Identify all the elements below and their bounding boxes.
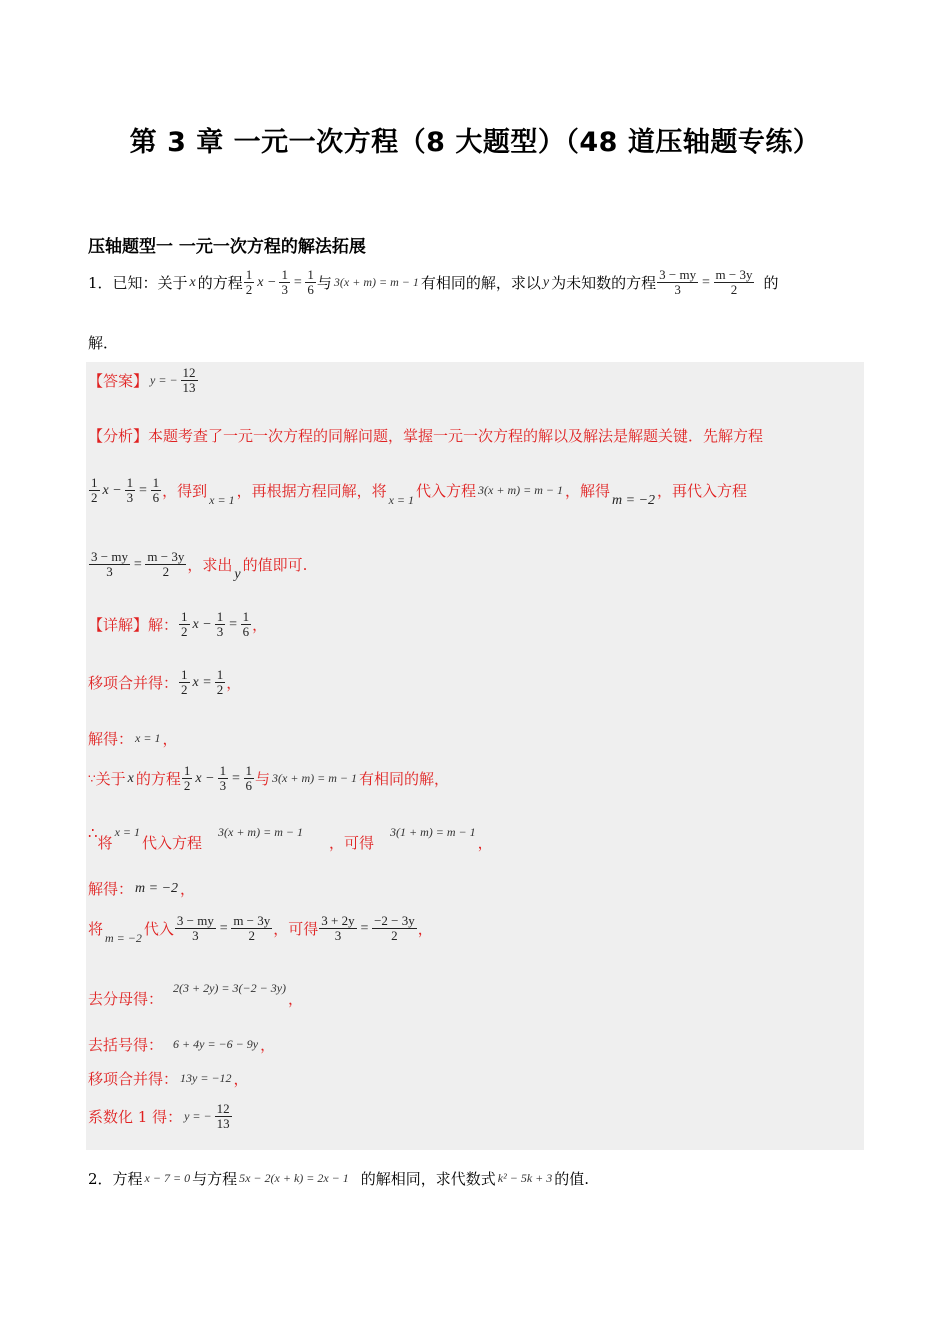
detail-line-9: 去括号得： 6 + 4y = −6 − 9y ， bbox=[88, 1036, 276, 1054]
analysis-line-1: 【分析】 本题考查了一元一次方程的同解问题，掌握一元一次方程的解以及解法是解题关键．先解方程 bbox=[88, 427, 764, 445]
analysis-line-3: $\frac{3 - my}{3}$ = $\frac{m - 3y}{2}$ ，求出 y 的值即可. bbox=[91, 549, 308, 582]
detail-line-3: 解得： x = 1 ， bbox=[88, 730, 178, 748]
analysis-line-2: $\frac{1}{2}$ x − $\frac{1}{3}$ = $\frac{1}{6}$ ，得到 x = 1 ，再根据方程同解，将 x = 1 代入方程 3(x + m) = m − 1 ，解得 m = −2 ，再代入方程 bbox=[91, 475, 748, 508]
answer-line: 【答案】 y = − $\frac{12}{13}$ bbox=[88, 365, 196, 396]
page-title: 第 3 章 一元一次方程（8 大题型）（48 道压轴题专练） bbox=[129, 127, 821, 158]
detail-tag: 【详解】 bbox=[88, 616, 149, 635]
detail-line-6: 解得： m = −2 ， bbox=[88, 880, 196, 898]
fraction: $\frac{1}{6}$ bbox=[307, 267, 314, 298]
detail-line-2: 移项合并得： $\frac{1}{2}$ x = $\frac{1}{2}$ ， bbox=[88, 667, 242, 698]
section-heading: 压轴题型一 一元一次方程的解法拓展 bbox=[88, 237, 366, 257]
fraction: $\frac{3 - my}{3}$ bbox=[659, 267, 697, 298]
detail-line-4: ∵ 关于 x 的方程 $\frac{1}{2}$ x − $\frac{1}{3}$ = $\frac{1}{6}$ 与 3(x + m) = m − 1 有相同的解， bbox=[88, 763, 449, 794]
question-1-continued: 解． bbox=[88, 334, 119, 352]
analysis-tag: 【分析】 bbox=[88, 427, 149, 445]
answer-tag: 【答案】 bbox=[88, 372, 149, 391]
detail-line-11: 系数化 1 得： y = − $\frac{12}{13}$ bbox=[88, 1101, 230, 1132]
fraction: $\frac{1}{3}$ bbox=[281, 267, 288, 298]
question-2: 2．方程 x − 7 = 0 与方程 5x − 2(x + k) = 2x − 1 的解相同，求代数式 k² − 5k + 3 的值. bbox=[88, 1170, 590, 1188]
fraction: $\frac{m - 3y}{2}$ bbox=[715, 267, 753, 298]
fraction: $\frac{1}{2}$ bbox=[245, 267, 253, 298]
question-1: 1．已知：关于 x 的方程 $\frac{1}{2}$ x − $\frac{1}{3}$ = $\frac{1}{6}$ 与 3(x + m) = m − 1 有相同的解，求以 y 为未知数的方程 $\frac{3 - my}{3}$ = $\frac{m - 3y}{2}$ 的 bbox=[88, 267, 779, 298]
detail-line-10: 移项合并得： 13y = −12 ， bbox=[88, 1070, 249, 1088]
detail-line-7: 将 m = −2 代入 $\frac{3 - my}{3}$ = $\frac{m - 3y}{2}$ ，可得 $\frac{3 + 2y}{3}$ = $\frac{-2 - 3y}{2}$ ， bbox=[88, 913, 433, 946]
detail-line-1: 【详解】 解： $\frac{1}{2}$ x − $\frac{1}{3}$ = $\frac{1}{6}$ ， bbox=[88, 609, 268, 640]
detail-line-5: ∴ 将 x = 1 代入方程 3(x + m) = m − 1 ，可得 3(1 + m) = m − 1 ， bbox=[88, 823, 493, 852]
detail-line-8: 去分母得： 2(3 + 2y) = 3(−2 − 3y) ， bbox=[88, 981, 304, 1008]
fraction: $\frac{12}{13}$ bbox=[182, 365, 196, 396]
